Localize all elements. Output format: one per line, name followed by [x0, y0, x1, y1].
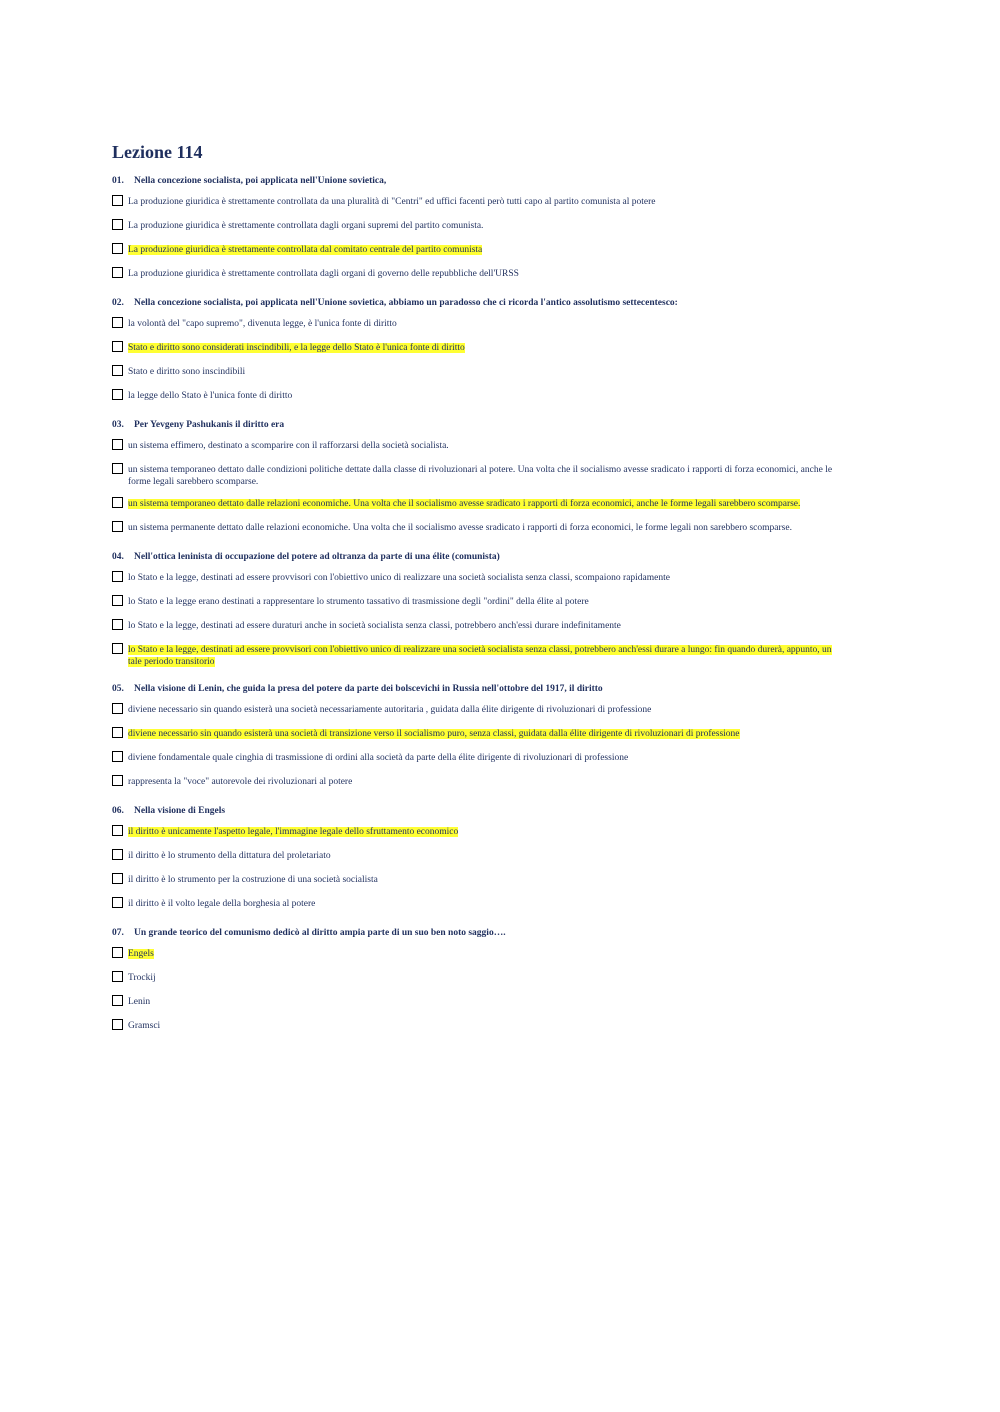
- answer-text: rappresenta la "voce" autorevole dei rivoluzionari al potere: [128, 777, 353, 787]
- checkbox[interactable]: [112, 195, 123, 206]
- question-text: [112, 804, 845, 818]
- answer-option[interactable]: [112, 752, 845, 766]
- answer-option[interactable]: [112, 704, 845, 718]
- question-1: [112, 174, 845, 282]
- answer-text: Lenin: [128, 997, 151, 1007]
- question-label: Nella visione di Lenin, che guida la presa del potere da parte dei bolscevichi in Russia nell'ottobre del 1917, il diritto: [134, 684, 603, 694]
- question-label: Per Yevgeny Pashukanis il diritto era: [134, 420, 285, 430]
- checkbox[interactable]: [112, 849, 123, 860]
- document-page: [112, 140, 845, 1048]
- answer-option[interactable]: [112, 1020, 845, 1034]
- checkbox[interactable]: [112, 341, 123, 352]
- checkbox[interactable]: [112, 751, 123, 762]
- answer-option[interactable]: [112, 440, 845, 454]
- checkbox[interactable]: [112, 619, 123, 630]
- answer-option[interactable]: [112, 498, 845, 512]
- checkbox[interactable]: [112, 643, 123, 654]
- answer-text: Trockij: [128, 973, 156, 983]
- question-label: Nella visione di Engels: [134, 806, 226, 816]
- answer-option[interactable]: [112, 268, 845, 282]
- question-list: [112, 174, 845, 1034]
- answer-option[interactable]: [112, 464, 845, 488]
- answer-option[interactable]: [112, 318, 845, 332]
- answer-text: lo Stato e la legge erano destinati a rappresentare lo strumento tassativo di trasmissione degli "ordini" della élite al potere: [128, 597, 589, 607]
- checkbox[interactable]: [112, 521, 123, 532]
- answer-text: il diritto è lo strumento per la costruzione di una società socialista: [128, 875, 378, 885]
- answer-text: La produzione giuridica è strettamente controllata dagli organi di governo delle repubbliche dell'URSS: [128, 269, 519, 279]
- answer-option[interactable]: [112, 898, 845, 912]
- answer-text-highlighted: un sistema temporaneo dettato dalle relazioni economiche. Una volta che il socialismo avesse sradicato i rapporti di forza economici, anche le forme legali sarebbero scomparse.: [128, 499, 801, 509]
- answer-option[interactable]: [112, 244, 845, 258]
- answer-option[interactable]: [112, 972, 845, 986]
- answer-option[interactable]: [112, 644, 845, 668]
- question-label: Nella concezione socialista, poi applicata nell'Unione sovietica, abbiamo un paradosso che ci ricorda l'antico assolutismo settecentesco:: [134, 298, 678, 308]
- answer-text: Gramsci: [128, 1021, 161, 1031]
- answer-option[interactable]: [112, 342, 845, 356]
- answer-text: la volontà del "capo supremo", divenuta legge, è l'unica fonte di diritto: [128, 319, 397, 329]
- checkbox[interactable]: [112, 971, 123, 982]
- answer-option[interactable]: [112, 826, 845, 840]
- checkbox[interactable]: [112, 995, 123, 1006]
- checkbox[interactable]: [112, 243, 123, 254]
- answer-text: il diritto è lo strumento della dittatura del proletariato: [128, 851, 331, 861]
- question-4: [112, 550, 845, 668]
- answer-text: un sistema temporaneo dettato dalle condizioni politiche dettate dalla classe di rivoluzionari al potere. Una volta che il socialismo avesse sradicato i rapporti di forza economici, anche le forme legali sarebbero scomparse.: [128, 465, 833, 487]
- question-text: [112, 926, 845, 940]
- checkbox[interactable]: [112, 775, 123, 786]
- answer-text-highlighted: La produzione giuridica è strettamente controllata dal comitato centrale del partito comunista: [128, 245, 483, 255]
- answer-option[interactable]: [112, 850, 845, 864]
- question-label: Un grande teorico del comunismo dedicò al diritto ampia parte di un suo ben noto saggio….: [134, 928, 506, 938]
- answer-option[interactable]: [112, 874, 845, 888]
- question-number: 06.: [112, 806, 124, 816]
- question-label: Nell'ottica leninista di occupazione del potere ad oltranza da parte di una élite (comunista): [134, 552, 500, 562]
- answer-text: la legge dello Stato è l'unica fonte di diritto: [128, 391, 293, 401]
- answer-option[interactable]: [112, 196, 845, 210]
- checkbox[interactable]: [112, 703, 123, 714]
- checkbox[interactable]: [112, 365, 123, 376]
- answer-text: La produzione giuridica è strettamente controllata da una pluralità di "Centri" ed uffici facenti però tutti capo al partito comunista al potere: [128, 197, 656, 207]
- checkbox[interactable]: [112, 497, 123, 508]
- checkbox[interactable]: [112, 463, 123, 474]
- answer-text-highlighted: diviene necessario sin quando esisterà una società di transizione verso il socialismo puro, senza classi, guidata dalla élite dirigente di rivoluzionari di professione: [128, 729, 740, 739]
- question-text: [112, 418, 845, 432]
- answer-text-highlighted: Stato e diritto sono considerati inscindibili, e la legge dello Stato è l'unica fonte di diritto: [128, 343, 465, 353]
- question-text: [112, 550, 845, 564]
- answer-text-highlighted: lo Stato e la legge, destinati ad essere provvisori con l'obiettivo unico di realizzare una società socialista senza classi, potrebbero anch'essi durare a lungo: fin quando durerà, appunto, un tale periodo transitorio: [128, 645, 832, 667]
- page-title: Lezione 114: [112, 142, 203, 162]
- question-number: 07.: [112, 928, 124, 938]
- answer-option[interactable]: [112, 948, 845, 962]
- question-7: [112, 926, 845, 1034]
- answer-option[interactable]: [112, 728, 845, 742]
- answer-text-highlighted: Engels: [128, 949, 154, 959]
- checkbox[interactable]: [112, 439, 123, 450]
- checkbox[interactable]: [112, 897, 123, 908]
- answer-text: Stato e diritto sono inscindibili: [128, 367, 246, 377]
- answer-option[interactable]: [112, 620, 845, 634]
- answer-text-highlighted: il diritto è unicamente l'aspetto legale, l'immagine legale dello sfruttamento economico: [128, 827, 459, 837]
- answer-option[interactable]: [112, 996, 845, 1010]
- question-number: 01.: [112, 176, 124, 186]
- answer-text: diviene fondamentale quale cinghia di trasmissione di ordini alla società da parte della élite dirigente di rivoluzionari di professione: [128, 753, 629, 763]
- question-2: [112, 296, 845, 404]
- question-text: [112, 682, 845, 696]
- answer-option[interactable]: [112, 522, 845, 536]
- question-text: [112, 296, 845, 310]
- answer-text: un sistema permanente dettato dalle relazioni economiche. Una volta che il socialismo avesse sradicato i rapporti di forza economici, le forme legali non sarebbero scomparse.: [128, 523, 792, 533]
- answer-text: un sistema effimero, destinato a scomparire con il rafforzarsi della società socialista.: [128, 441, 449, 451]
- checkbox[interactable]: [112, 317, 123, 328]
- question-text: [112, 174, 845, 188]
- question-number: 02.: [112, 298, 124, 308]
- checkbox[interactable]: [112, 219, 123, 230]
- checkbox[interactable]: [112, 595, 123, 606]
- answer-option[interactable]: [112, 366, 845, 380]
- answer-text: lo Stato e la legge, destinati ad essere duraturi anche in società socialista senza classi, potrebbero anch'essi durare indefinitamente: [128, 621, 621, 631]
- question-number: 03.: [112, 420, 124, 430]
- question-number: 05.: [112, 684, 124, 694]
- checkbox[interactable]: [112, 571, 123, 582]
- answer-option[interactable]: [112, 390, 845, 404]
- checkbox[interactable]: [112, 825, 123, 836]
- answer-option[interactable]: [112, 776, 845, 790]
- checkbox[interactable]: [112, 947, 123, 958]
- question-number: 04.: [112, 552, 124, 562]
- question-3: [112, 418, 845, 536]
- answer-text: lo Stato e la legge, destinati ad essere provvisori con l'obiettivo unico di realizzare una società socialista senza classi, scompaiono rapidamente: [128, 573, 670, 583]
- question-5: [112, 682, 845, 790]
- answer-text: La produzione giuridica è strettamente controllata dagli organi supremi del partito comunista.: [128, 221, 484, 231]
- question-6: [112, 804, 845, 912]
- checkbox[interactable]: [112, 389, 123, 400]
- checkbox[interactable]: [112, 267, 123, 278]
- answer-option[interactable]: [112, 596, 845, 610]
- answer-option[interactable]: [112, 220, 845, 234]
- checkbox[interactable]: [112, 727, 123, 738]
- checkbox[interactable]: [112, 1019, 123, 1030]
- question-label: Nella concezione socialista, poi applicata nell'Unione sovietica,: [134, 176, 387, 186]
- answer-text: diviene necessario sin quando esisterà una società necessariamente autoritaria , guidata dalla élite dirigente di rivoluzionari di professione: [128, 705, 652, 715]
- answer-option[interactable]: [112, 572, 845, 586]
- answer-text: il diritto è il volto legale della borghesia al potere: [128, 899, 316, 909]
- checkbox[interactable]: [112, 873, 123, 884]
